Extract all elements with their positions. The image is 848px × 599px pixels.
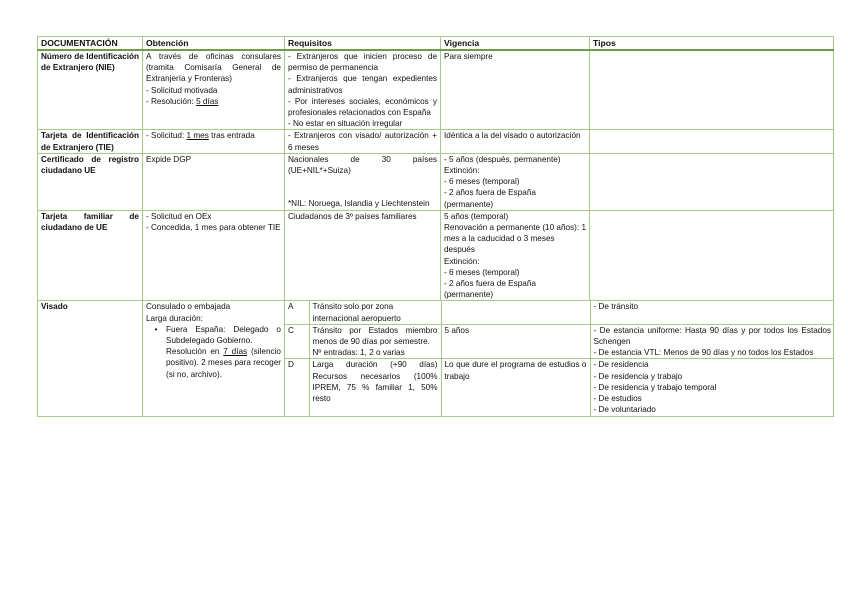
visado-tipo: - De voluntariado (593, 405, 656, 415)
bullet-icon: • (154, 324, 158, 334)
tie-obtencion-prefix: - Solicitud: (146, 131, 187, 141)
header-requisitos: Requisitos (285, 37, 441, 51)
visado-vigencia: Lo que dure el programa de estudios o trabajo (441, 359, 590, 416)
tie-tipos (590, 130, 834, 153)
familiar-obtencion (143, 210, 285, 301)
familiar-vigencia-line: Extinción: (444, 256, 480, 266)
visado-vigencia (441, 301, 590, 324)
nie-label: Número de Identificación de Extranjero (NIE) (38, 50, 143, 130)
visado-resolucion-value: 7 días (223, 347, 248, 357)
cert-label: Certificado de registro ciudadano UE (38, 153, 143, 210)
visado-tipos (590, 359, 834, 416)
visado-code: C (285, 324, 309, 359)
visado-bullet-item (146, 324, 281, 346)
tie-obtencion-value: 1 mes (186, 131, 209, 141)
visado-resolucion (146, 346, 281, 380)
visado-desc (309, 324, 441, 359)
cert-requisitos-note: *NIL: Noruega, Islandia y Liechtenstein (288, 199, 430, 209)
visado-desc: Tránsito solo por zona internacional aeropuerto (309, 301, 441, 324)
visado-tipo: - De tránsito (593, 302, 639, 312)
nie-requisito: - No estar en situación irregular (288, 119, 403, 129)
visado-tipo: - De residencia y trabajo (593, 371, 683, 381)
cert-vigencia (441, 153, 590, 210)
visado-label: Visado (38, 301, 143, 416)
familiar-vigencia-line: 5 años (temporal) (444, 211, 509, 221)
cert-vigencia-line: - 5 años (después, permanente) (444, 154, 561, 164)
cert-spacer (288, 176, 437, 198)
cert-vigencia-line: - 2 años fuera de España (permanente) (444, 188, 536, 209)
visado-row-d (285, 359, 834, 416)
visado-tipo: - De residencia (593, 360, 649, 370)
visado-code: A (285, 301, 309, 324)
header-obtencion: Obtención (143, 37, 285, 51)
visado-row-c (285, 324, 834, 359)
nie-requisitos (285, 50, 441, 130)
visado-types-table (285, 301, 834, 415)
familiar-vigencia-line: - 2 años fuera de España (permanente) (444, 279, 536, 300)
table-row-visado (38, 301, 834, 416)
cert-requisitos (285, 153, 441, 210)
visado-types-cell (285, 301, 834, 416)
nie-obtencion-line: A través de oficinas consulares (tramita Comisaría General de Extranjería y Fronteras) (146, 52, 281, 84)
familiar-vigencia-line: - 6 meses (temporal) (444, 267, 520, 277)
visado-tipo: - De residencia y trabajo temporal (593, 382, 717, 392)
table-row-tie (38, 130, 834, 153)
familiar-label: Tarjeta familiar de ciudadano de UE (38, 210, 143, 301)
cert-tipos (590, 153, 834, 210)
tie-obtencion-suffix: tras entrada (208, 131, 255, 141)
visado-desc: Larga duración (+90 días) Recursos necesarios (100% IPREM, 75 % familiar 1, 50% resto (309, 359, 441, 416)
visado-tipo: - De estudios (593, 394, 642, 404)
familiar-obtencion-line: - Solicitud en OEx (146, 211, 212, 221)
visado-vigencia: 5 años (441, 324, 590, 359)
visado-obtencion-line: Consulado o embajada (146, 302, 231, 312)
familiar-vigencia (441, 210, 590, 301)
nie-resolucion (146, 96, 281, 107)
cert-vigencia-line: Extinción: (444, 166, 480, 176)
visado-resolucion-suffix: (silencio positivo). 2 meses para recoger (si no, archivo). (166, 347, 281, 379)
cert-requisitos-text: Nacionales de 30 países (UE+NIL*+Suiza) (288, 154, 437, 176)
table-row-familiar (38, 210, 834, 301)
nie-obtencion (143, 50, 285, 130)
nie-obtencion-line: - Solicitud motivada (146, 85, 218, 95)
visado-tipos (590, 301, 834, 324)
visado-resolucion-prefix: Resolución en (166, 347, 224, 357)
familiar-tipos (590, 210, 834, 301)
visado-tipo: - De estancia VTL: Menos de 90 días y no todos los Estados (593, 348, 814, 358)
familiar-obtencion-line: - Concedida, 1 mes para obtener TIE (146, 223, 281, 233)
header-vigencia: Vigencia (441, 37, 590, 51)
familiar-requisitos: Ciudadanos de 3º países familiares (285, 210, 441, 301)
familiar-vigencia-line: Renovación a permanente (10 años): 1 mes a la caducidad o 3 meses después (444, 223, 587, 255)
visado-desc-text: Nº entradas: 1, 2 o varias (312, 348, 405, 358)
table-row-certificado (38, 153, 834, 210)
nie-requisito: - Por intereses sociales, económicos y profesionales relacionados con España (288, 96, 437, 118)
nie-resolucion-prefix: - Resolución: (146, 96, 197, 106)
visado-desc-text: Tránsito por Estados miembro menos de 90 días por semestre. (312, 325, 438, 347)
documentation-table (37, 36, 834, 417)
header-tipos: Tipos (590, 37, 834, 51)
visado-obtencion (143, 301, 285, 416)
visado-tipo: - De estancia uniforme: Hasta 90 días y por todos los Estados Schengen (593, 325, 831, 347)
visado-obtencion-line: Larga duración: (146, 313, 203, 323)
tie-vigencia: Idéntica a la del visado o autorización (441, 130, 590, 153)
tie-obtencion (143, 130, 285, 153)
nie-requisito: - Extranjeros que inicien proceso de permiso de permanencia (288, 52, 437, 73)
nie-tipos (590, 50, 834, 130)
header-documentacion: DOCUMENTACIÓN (38, 37, 143, 51)
nie-resolucion-value: 5 días (196, 96, 219, 106)
cert-vigencia-line: - 6 meses (temporal) (444, 177, 520, 187)
visado-code: D (285, 359, 309, 416)
cert-obtencion: Expide DGP (143, 153, 285, 210)
table-row-nie (38, 50, 834, 130)
nie-vigencia: Para siempre (441, 50, 590, 130)
visado-bullet-text: Fuera España: Delegado o Subdelegado Gobierno. (166, 324, 281, 346)
visado-tipos (590, 324, 834, 359)
tie-requisitos: - Extranjeros con visado/ autorización + 6 meses (285, 130, 441, 153)
nie-requisito: - Extranjeros que tengan expedientes administrativos (288, 74, 437, 95)
tie-label: Tarjeta de Identificación de Extranjero (TIE) (38, 130, 143, 153)
header-row (38, 37, 834, 51)
visado-row-a (285, 301, 834, 324)
